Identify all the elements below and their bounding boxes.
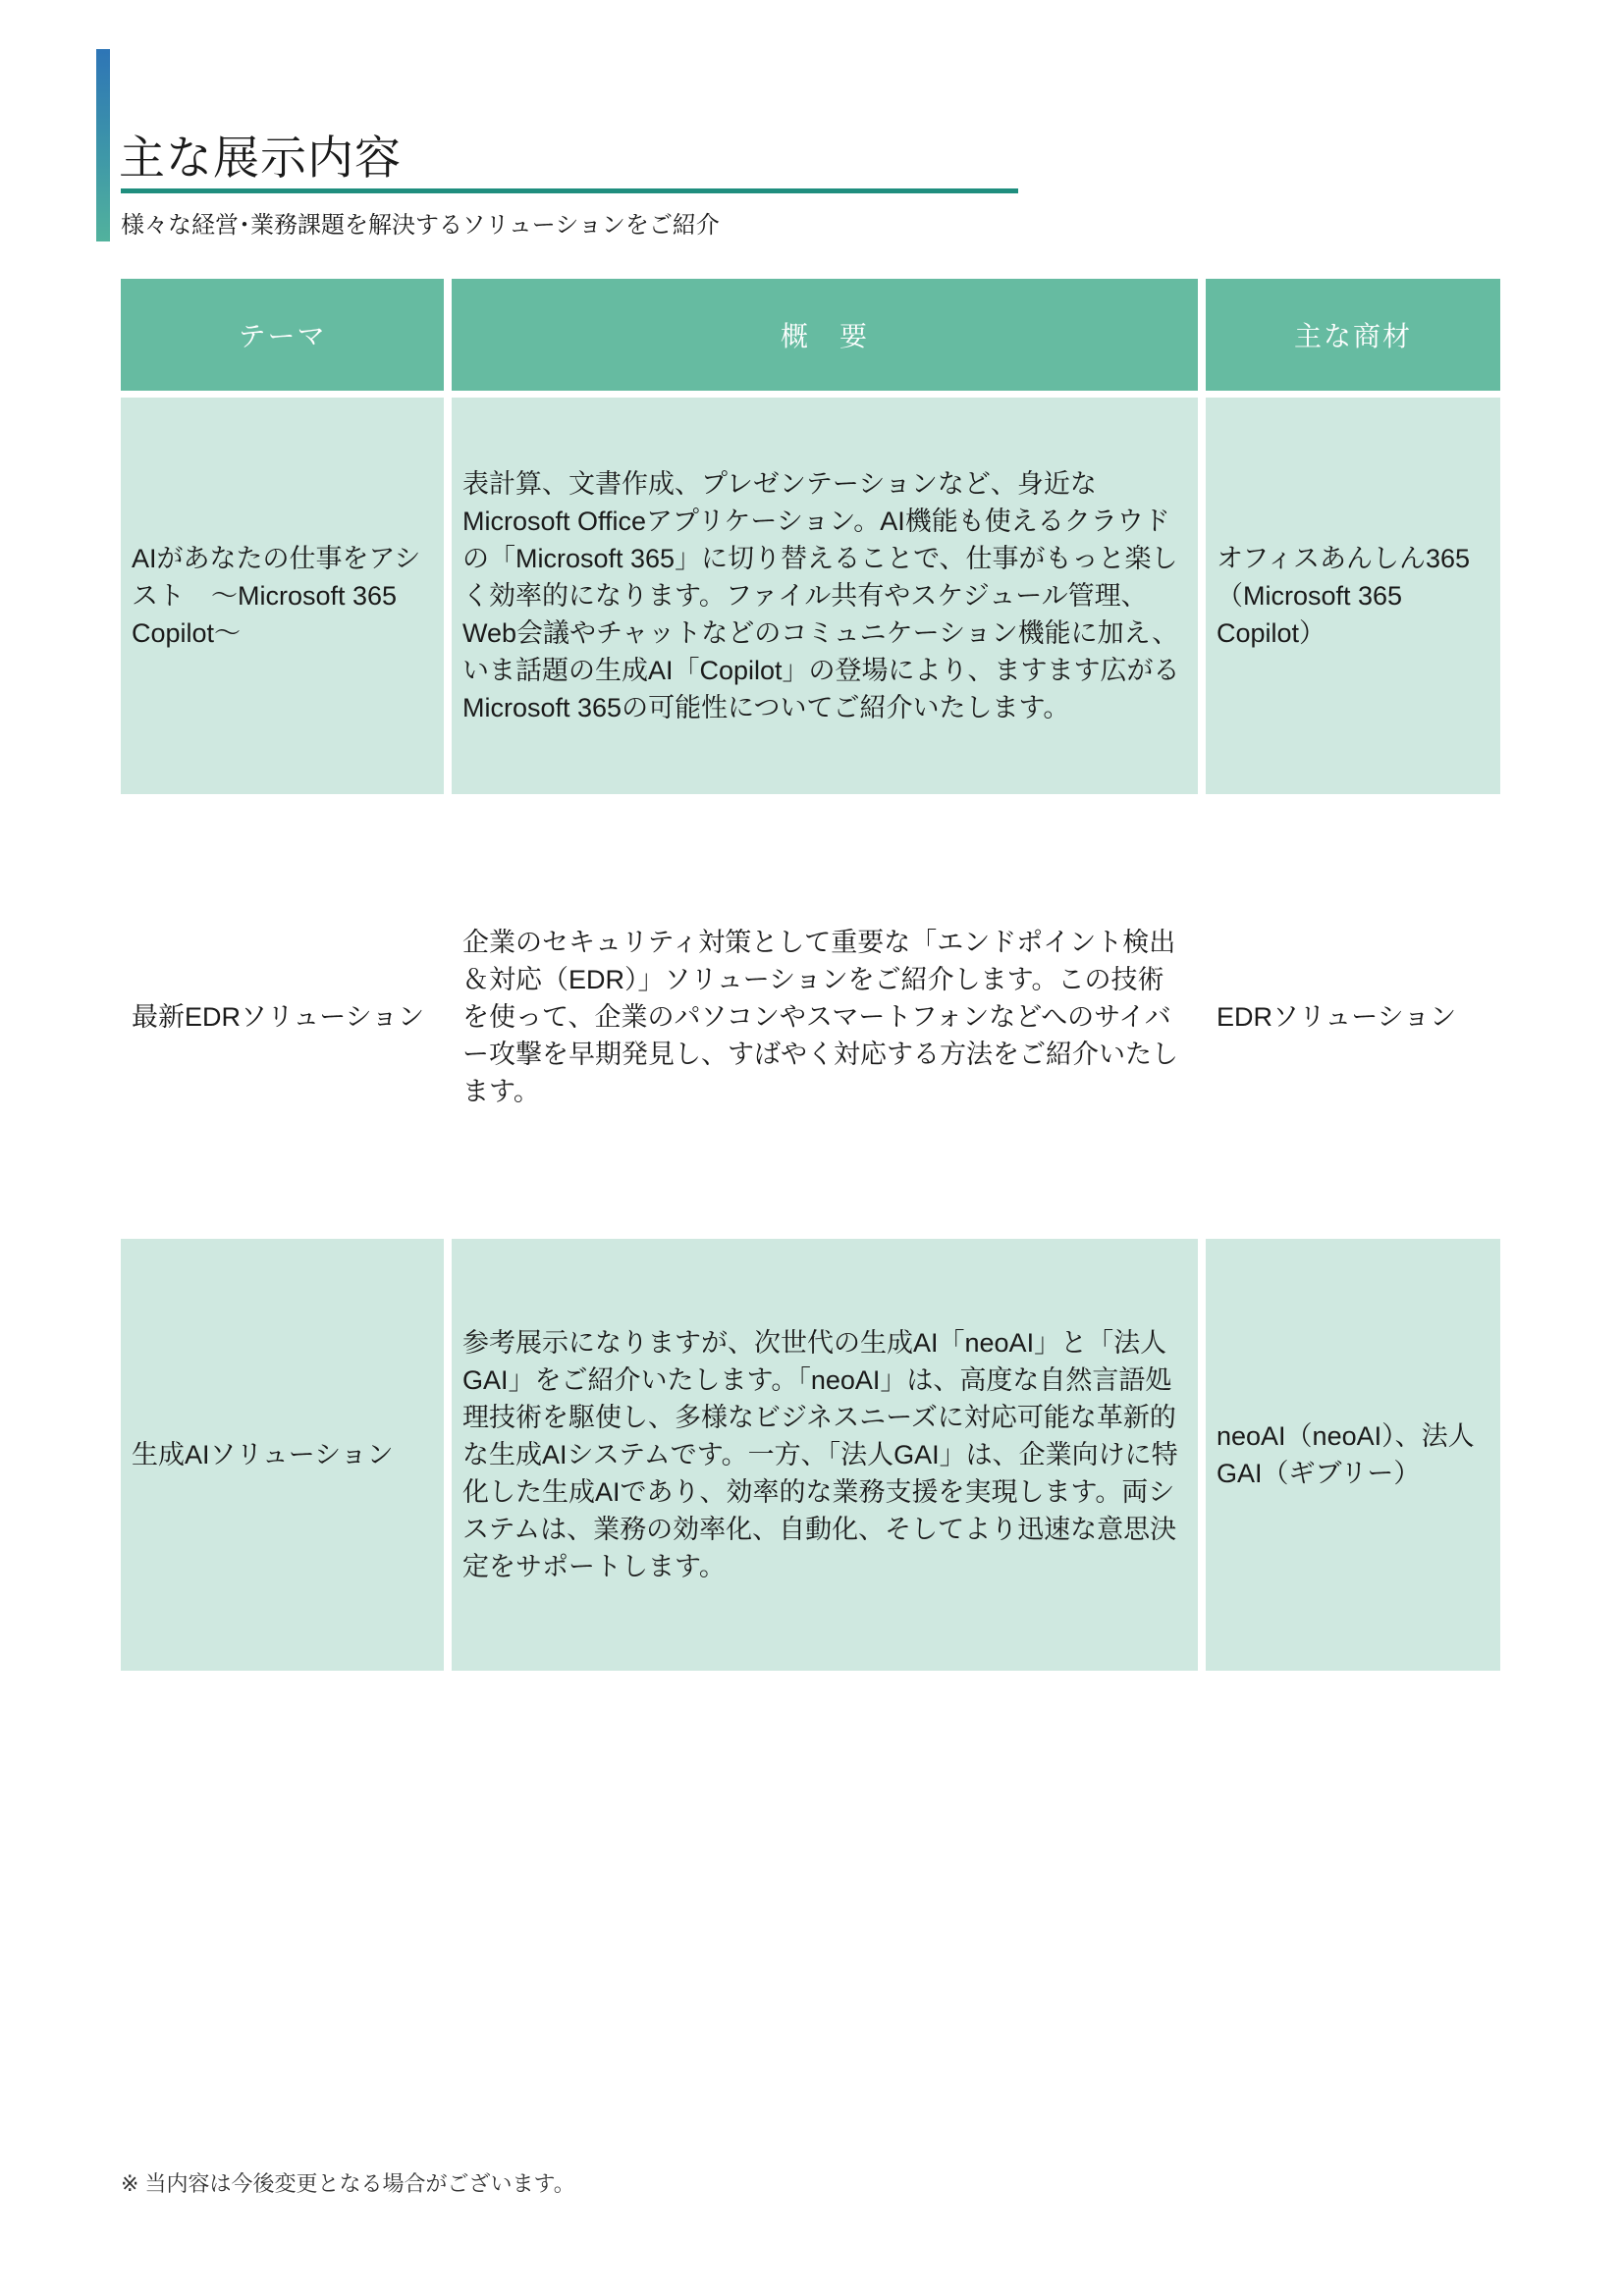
row2-theme-text: 最新EDRソリューション — [132, 1001, 425, 1032]
row3-products-text: neoAI（neoAI）、法人GAI（ギブリー） — [1217, 1421, 1475, 1488]
title-underline — [121, 188, 1018, 193]
row1-products-text: オフィスあんしん365（Microsoft 365 Copilot） — [1217, 544, 1471, 648]
table-row — [121, 398, 1500, 794]
row3-overview-text: 参考展示になりますが、次世代の生成AI「neoAI」と「法人GAI」をご紹介いたします。「neoAI」は、高度な自然言語処理技術を駆使し、多様なビジネスニーズに対応可能な革新的な生成AIシステムです。一方、「法人GAI」は、企業向けに特化した生成AIであり、効率的な業務支援を実現します。両システムは、業務の効率化、自動化、そしてより迅速な意思決定をサポートします。 — [462, 1328, 1178, 1581]
row1-products-cell — [1206, 398, 1500, 794]
row2-products-cell — [1206, 794, 1500, 1239]
table-header-row — [121, 279, 1500, 391]
page-subtitle: 様々な経営･業務課題を解決するソリューションをご紹介 — [121, 212, 720, 239]
row3-theme-text: 生成AIソリューション — [132, 1440, 394, 1469]
page-title: 主な展示内容 — [119, 132, 402, 184]
row3-products-cell — [1206, 1239, 1500, 1671]
row1-theme-text: AIがあなたの仕事をアシスト ～Microsoft 365 Copilot～ — [132, 544, 421, 648]
row3-overview-cell — [452, 1239, 1198, 1671]
footnote: ※ 当内容は今後変更となる場合がございます。 — [121, 2171, 575, 2196]
header-cell-products: 主な商材 — [1206, 279, 1500, 391]
row3-theme-cell — [121, 1239, 444, 1671]
exhibit-table — [121, 279, 1500, 1671]
row2-overview-cell — [452, 794, 1198, 1239]
row1-overview-cell — [452, 398, 1198, 794]
header-cell-theme: テーマ — [121, 279, 444, 391]
header-cell-overview: 概 要 — [452, 279, 1198, 391]
row1-overview-text: 表計算、文書作成、プレゼンテーションなど、身近なMicrosoft Officeアプリケーション。AI機能も使えるクラウドの「Microsoft 365」に切り替えることで、仕事がもっと楽しく効率的になります。ファイル共有やスケジュール管理、Web会議やチャットなどのコミュニケーション機能に加え、いま話題の生成AI「Copilot」の登場により、ますます広がるMicrosoft 365の可能性についてご紹介いたします。 — [462, 469, 1180, 722]
row1-theme-cell — [121, 398, 444, 794]
table-row — [121, 794, 1500, 1239]
row2-theme-cell — [121, 794, 444, 1239]
row2-overview-text: 企業のセキュリティ対策として重要な「エンドポイント検出＆対応（EDR）」ソリューションをご紹介します。この技術を使って、企業のパソコンやスマートフォンなどへのサイバー攻撃を早期発見し、すばやく対応する方法をご紹介いたします。 — [462, 927, 1178, 1106]
table-row — [121, 1239, 1500, 1671]
title-accent-bar — [96, 49, 110, 241]
row2-products-text: EDRソリューション — [1217, 1001, 1457, 1032]
